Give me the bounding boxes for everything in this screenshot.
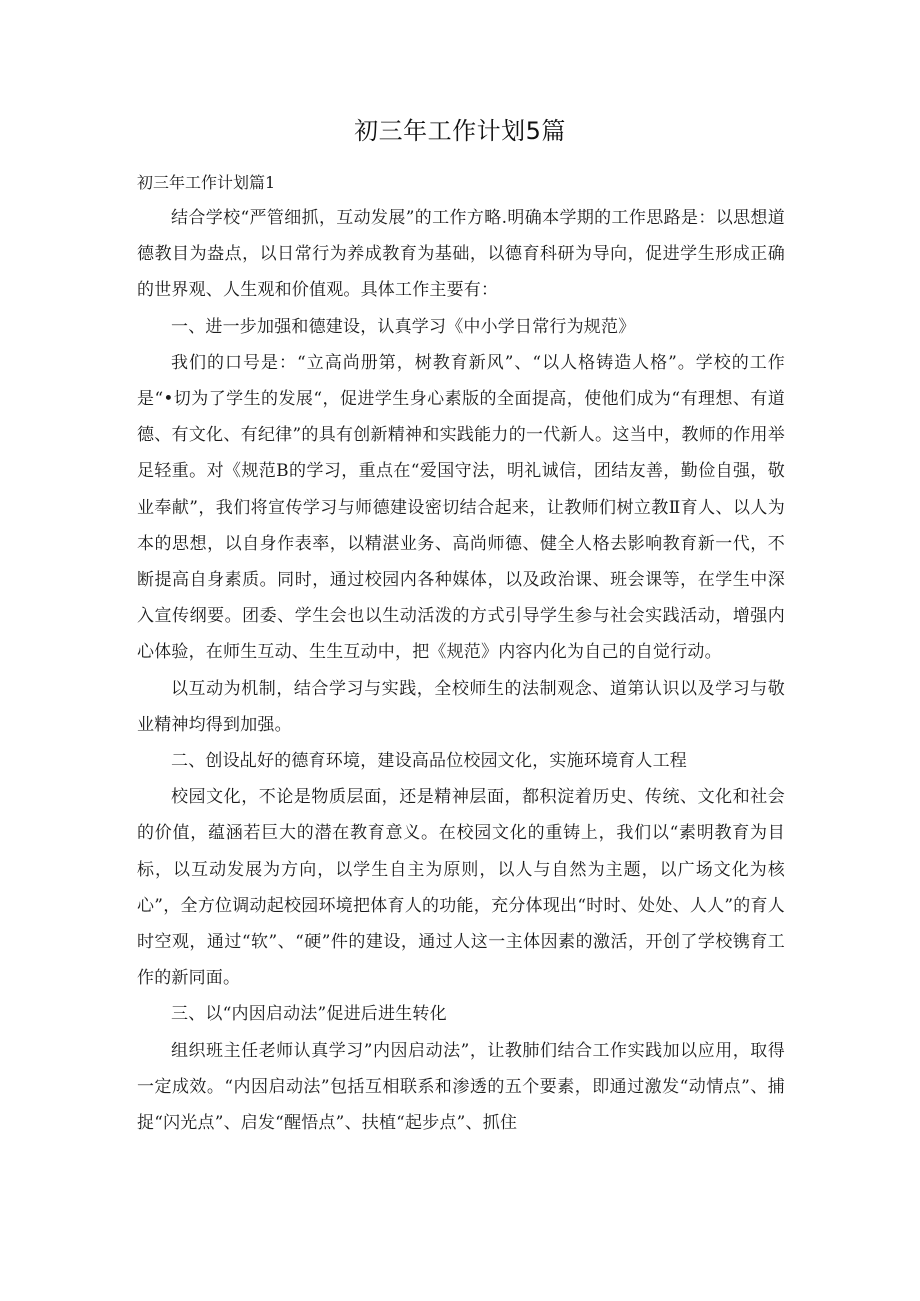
item-two-heading: 二、创设乩好的德育环境，建设高品位校园文化，实施环境育人工程 xyxy=(171,751,687,772)
intro-paragraph: 结合学校“严管细抓，互动发展”的工作方略.明确本学期的工作思路是：以思想道德教目为盎点，以日常行为养成教育为基础，以德育科研为导向，促进学生形成正确的世界观、人生观和价值观。具体工作主要有： xyxy=(137,208,785,301)
slogan-paragraph: 我们的口号是：“立高尚册第，树教育新风”、“以人格铸造人格”。学校的工作是“•切为了学生的发展“，促进学生身心素版的全面提高，使他们成为“有理想、有道德、有文化、有纪律”的具有创新精神和实践能力的一代新人。这当中，教师的作用举足轻重。对《规范B的学习，重点在“爱国守法，明礼诚信，团结友善，勤俭自强，敬业奉献”，我们将宣传学习与师德建设密切结合起来，让教师们树立教Ⅱ育人、以人为本的思想，以自身作表率，以精湛业务、高尚师德、健全人格去影响教育新一代，不断提高自身素质。同时，通过校园内各种媒体，以及政治课、班会课等，在学生中深入宣传纲要。团委、学生会也以生动活泼的方式引导学生参与社会实践活动，增强内心体验，在师生互动、生生互动中，把《规范》内容内化为自己的自觉行动。 xyxy=(137,352,785,663)
document-body xyxy=(137,200,785,1141)
interaction-paragraph: 以互动为机制，结合学习与实践，全校师生的法制观念、道第认识以及学习与敬业精神均得到加强。 xyxy=(137,678,785,735)
internal-cause-paragraph: 组织班主任老师认真学习”内因启动法”，让教肺们结合工作实践加以应用，取得一定成效。“内因启动法”包括互相联系和渗透的五个要素，即通过激发“动情点”、捕捉“闪光点”、启发“醒悟点”、扶植“起步点”、抓住 xyxy=(137,1040,785,1134)
section-heading: 初三年工作计划篇1 xyxy=(137,173,276,192)
document-title: 初三年工作计划5篇 xyxy=(354,117,566,145)
item-three-heading: 三、以“内因启动法”促进后进生转化 xyxy=(171,1004,447,1025)
item-one-heading: 一、进一步加强和德建设，认真学习《中小学日常行为规范》 xyxy=(171,316,636,337)
campus-culture-paragraph: 校园文化，不论是物质层面，还是精神层面，都积淀着历史、传统、文化和社会的价值，蕴涵若巨大的潜在教育意义。在校园文化的重铸上，我们以“素明教育为目标，以互动发展为方向，以学生自主为原则，以人与自然为主题，以广场文化为核心”，全方位调动起校园环境把体育人的功能，充分体现出“时时、处处、人人”的育人时空观，通过“软”、“硬”件的建设，通过人这一主体因素的激活，开创了学校镌育工作的新同面。 xyxy=(137,787,785,989)
